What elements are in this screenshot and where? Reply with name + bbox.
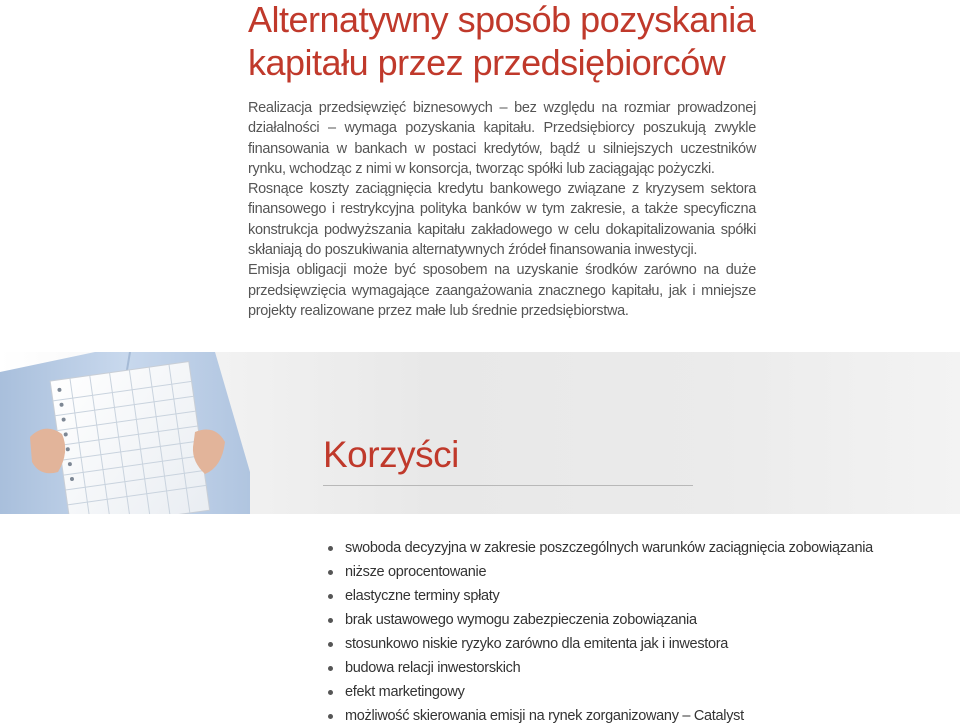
benefit-text: możliwość skierowania emisji na rynek zorganizowany – Catalyst — [345, 708, 744, 724]
person-holding-notepad-image — [0, 352, 250, 514]
bullet-icon — [328, 690, 333, 695]
benefit-text: elastyczne terminy spłaty — [345, 588, 500, 604]
bullet-icon — [328, 714, 333, 719]
benefit-text: stosunkowo niskie ryzyko zarówno dla emitenta jak i inwestora — [345, 636, 729, 652]
list-item — [328, 632, 873, 656]
bullet-icon — [328, 666, 333, 671]
list-item — [328, 704, 873, 728]
bullet-icon — [328, 618, 333, 623]
benefits-heading: Korzyści — [323, 434, 459, 475]
bullet-icon — [328, 570, 333, 575]
intro-text — [248, 98, 756, 321]
benefit-text: efekt marketingowy — [345, 684, 465, 700]
bullet-icon — [328, 594, 333, 599]
list-item — [328, 656, 873, 680]
list-item — [328, 680, 873, 704]
benefit-text: budowa relacji inwestorskich — [345, 660, 521, 676]
page-title — [248, 0, 928, 84]
bullet-icon — [328, 546, 333, 551]
bullet-icon — [328, 642, 333, 647]
benefits-banner — [0, 352, 960, 514]
intro-paragraph-2: Rosnące koszty zaciągnięcia kredytu bankowego związane z kryzysem sektora finansowego i restrykcyjna polityka banków w tym zakresie, a także specyficzna konstrukcja podwyższania kapitału zakładowego w celu dokapitalizowania spółki skłaniają do poszukiwania alternatywnych źródeł finansowania inwestycji. — [248, 181, 756, 259]
benefit-text: brak ustawowego wymogu zabezpieczenia zobowiązania — [345, 612, 697, 628]
list-item — [328, 560, 873, 584]
list-item — [328, 608, 873, 632]
benefits-heading-divider — [323, 485, 693, 486]
page-title-line-2: kapitału przez przedsiębiorców — [248, 42, 726, 83]
benefit-text: swoboda decyzyjna w zakresie poszczególnych warunków zaciągnięcia zobowiązania — [345, 540, 873, 556]
benefits-list — [328, 536, 873, 728]
benefit-text: niższe oprocentowanie — [345, 564, 487, 580]
list-item — [328, 536, 873, 560]
page-title-line-1: Alternatywny sposób pozyskania — [248, 0, 756, 40]
intro-paragraph-3: Emisja obligacji może być sposobem na uzyskanie środków zarówno na duże przedsięwzięcia wymagające zaangażowania znacznego kapitału, jak i mniejsze projekty realizowane przez małe lub średnie przedsiębiorstwa. — [248, 262, 756, 319]
list-item — [328, 584, 873, 608]
intro-paragraph-1: Realizacja przedsięwzięć biznesowych – bez względu na rozmiar prowadzonej działalności – wymaga pozyskania kapitału. Przedsiębiorcy poszukują zwykle finansowania w bankach w postaci kredytów, bądź u silniejszych uczestników rynku, wchodząc z nimi w konsorcja, tworząc spółki lub zaciągając pożyczki. — [248, 100, 756, 177]
